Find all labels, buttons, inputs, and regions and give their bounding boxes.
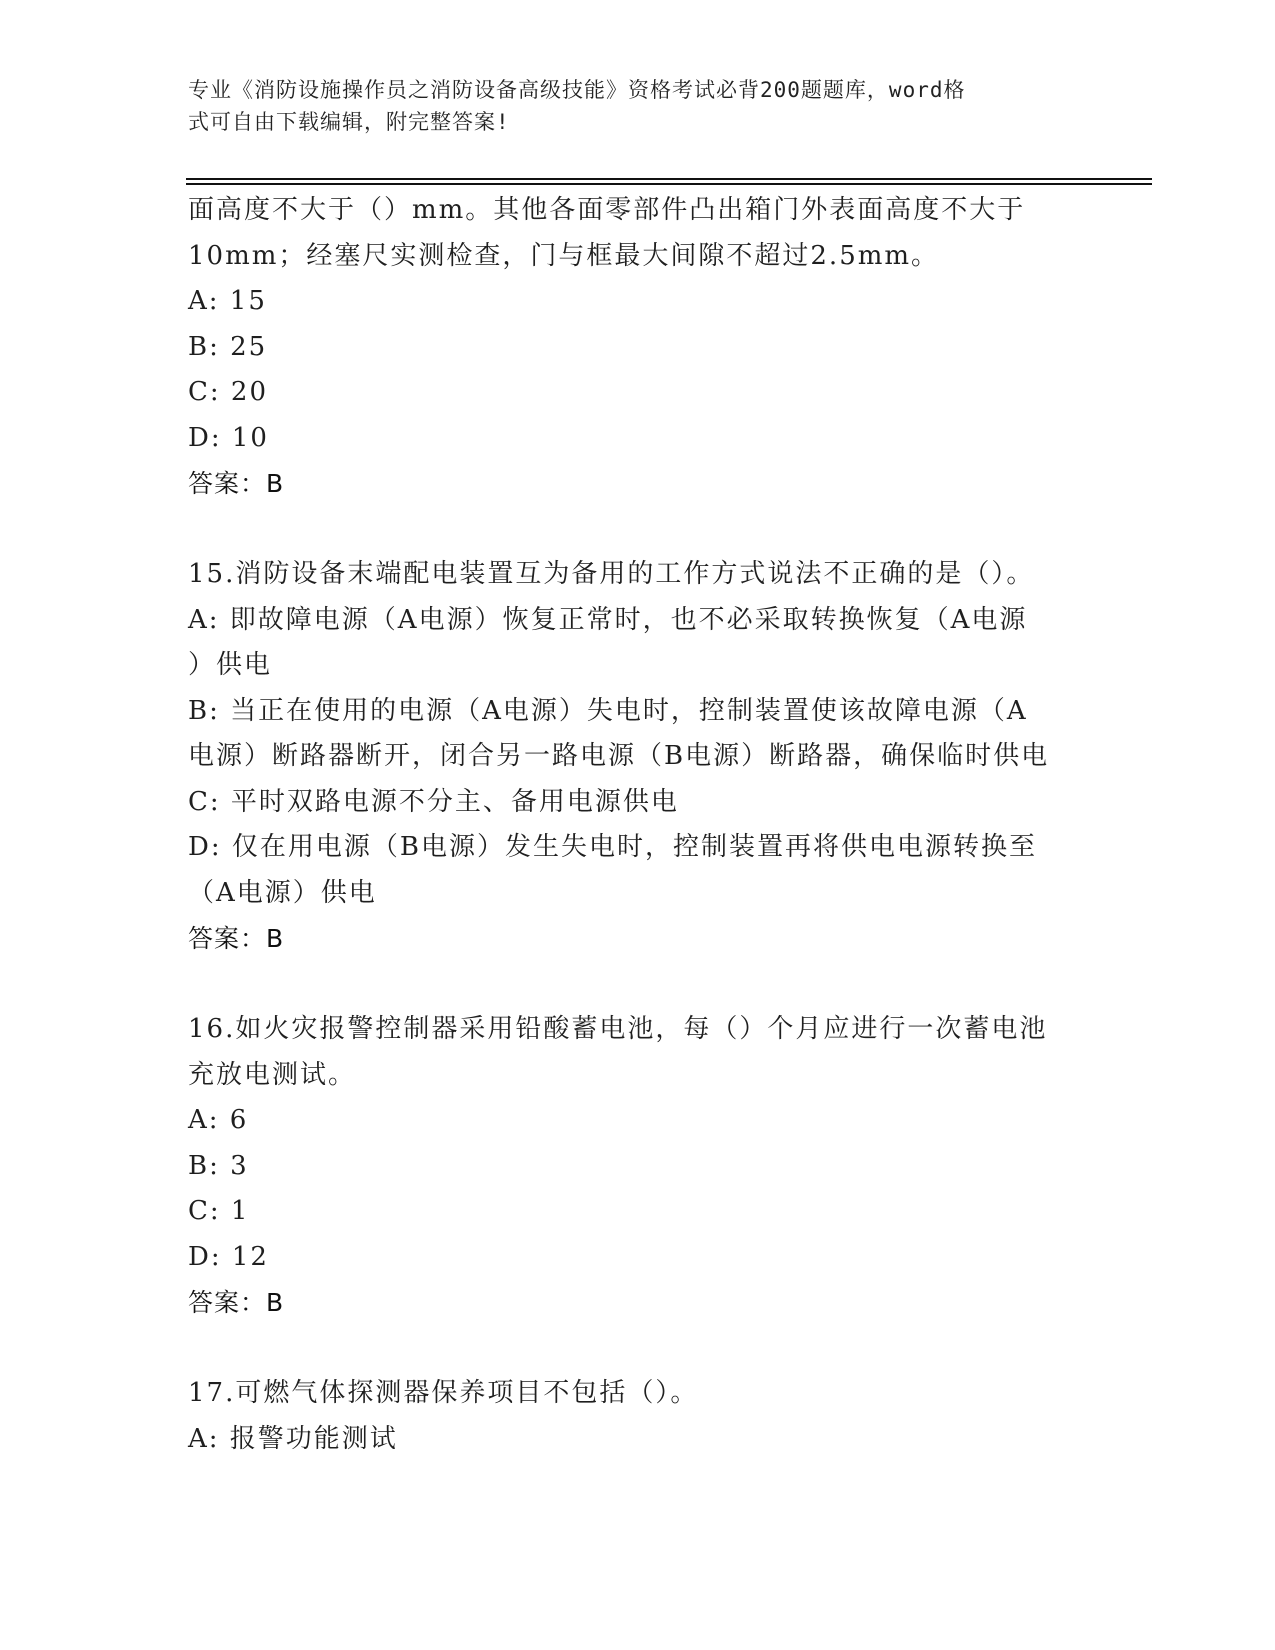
- question-14: [188, 188, 1088, 507]
- option-a-continued: ）供电: [188, 650, 273, 680]
- answer-label: 答案：B: [188, 469, 285, 498]
- question-spacer: [188, 962, 1088, 1008]
- header-title-line-1: 专业《消防设施操作员之消防设备高级技能》资格考试必背200题题库，word格: [188, 78, 966, 102]
- question-stem: 17.可燃气体探测器保养项目不包括（）。: [188, 1378, 699, 1408]
- document-header: [188, 74, 1068, 138]
- option-b: B: 当正在使用的电源（A电源）失电时，控制装置使该故障电源（A: [188, 695, 1028, 726]
- question-16: [188, 1007, 1088, 1326]
- answer-label: 答案：B: [188, 1288, 285, 1317]
- option-d-continued: （A电源）供电: [188, 877, 377, 908]
- option-b-continued: 电源）断路器断开，闭合另一路电源（B电源）断路器，确保临时供电: [188, 741, 1050, 771]
- question-spacer: [188, 507, 1088, 553]
- option-a: A: 6: [188, 1105, 249, 1135]
- question-stem-line: 面高度不大于（）mm。其他各面零部件凸出箱门外表面高度不大于: [188, 195, 1026, 225]
- option-c: C: 1: [188, 1196, 250, 1226]
- option-b: B: 3: [188, 1150, 249, 1181]
- header-title-line-2: 式可自由下载编辑，附完整答案!: [188, 110, 510, 134]
- question-stem-line: 10mm；经塞尺实测检查，门与框最大间隙不超过2.5mm。: [188, 240, 940, 271]
- option-d: D: 10: [188, 422, 269, 453]
- question-stem: 15.消防设备末端配电装置互为备用的工作方式说法不正确的是（）。: [188, 559, 1035, 589]
- question-17: [188, 1371, 1088, 1462]
- option-a: A: 报警功能测试: [188, 1423, 398, 1454]
- question-list: [188, 188, 1088, 1462]
- option-d: D: 12: [188, 1241, 269, 1272]
- header-divider-top: [186, 178, 1152, 180]
- question-15: [188, 552, 1088, 962]
- question-spacer: [188, 1326, 1088, 1372]
- option-a: A: 15: [188, 286, 267, 316]
- question-stem-line: 充放电测试。: [188, 1059, 357, 1090]
- option-c: C: 20: [188, 377, 269, 407]
- option-d: D: 仅在用电源（B电源）发生失电时，控制装置再将供电电源转换至: [188, 832, 1037, 862]
- question-stem-line: 16.如火灾报警控制器采用铅酸蓄电池，每（）个月应进行一次蓄电池: [188, 1014, 1048, 1044]
- option-a: A: 即故障电源（A电源）恢复正常时，也不必采取转换恢复（A电源: [188, 604, 1028, 635]
- answer-label: 答案：B: [188, 924, 285, 953]
- option-c: C: 平时双路电源不分主、备用电源供电: [188, 786, 679, 817]
- option-b: B: 25: [188, 331, 268, 362]
- header-divider-bottom: [186, 183, 1152, 185]
